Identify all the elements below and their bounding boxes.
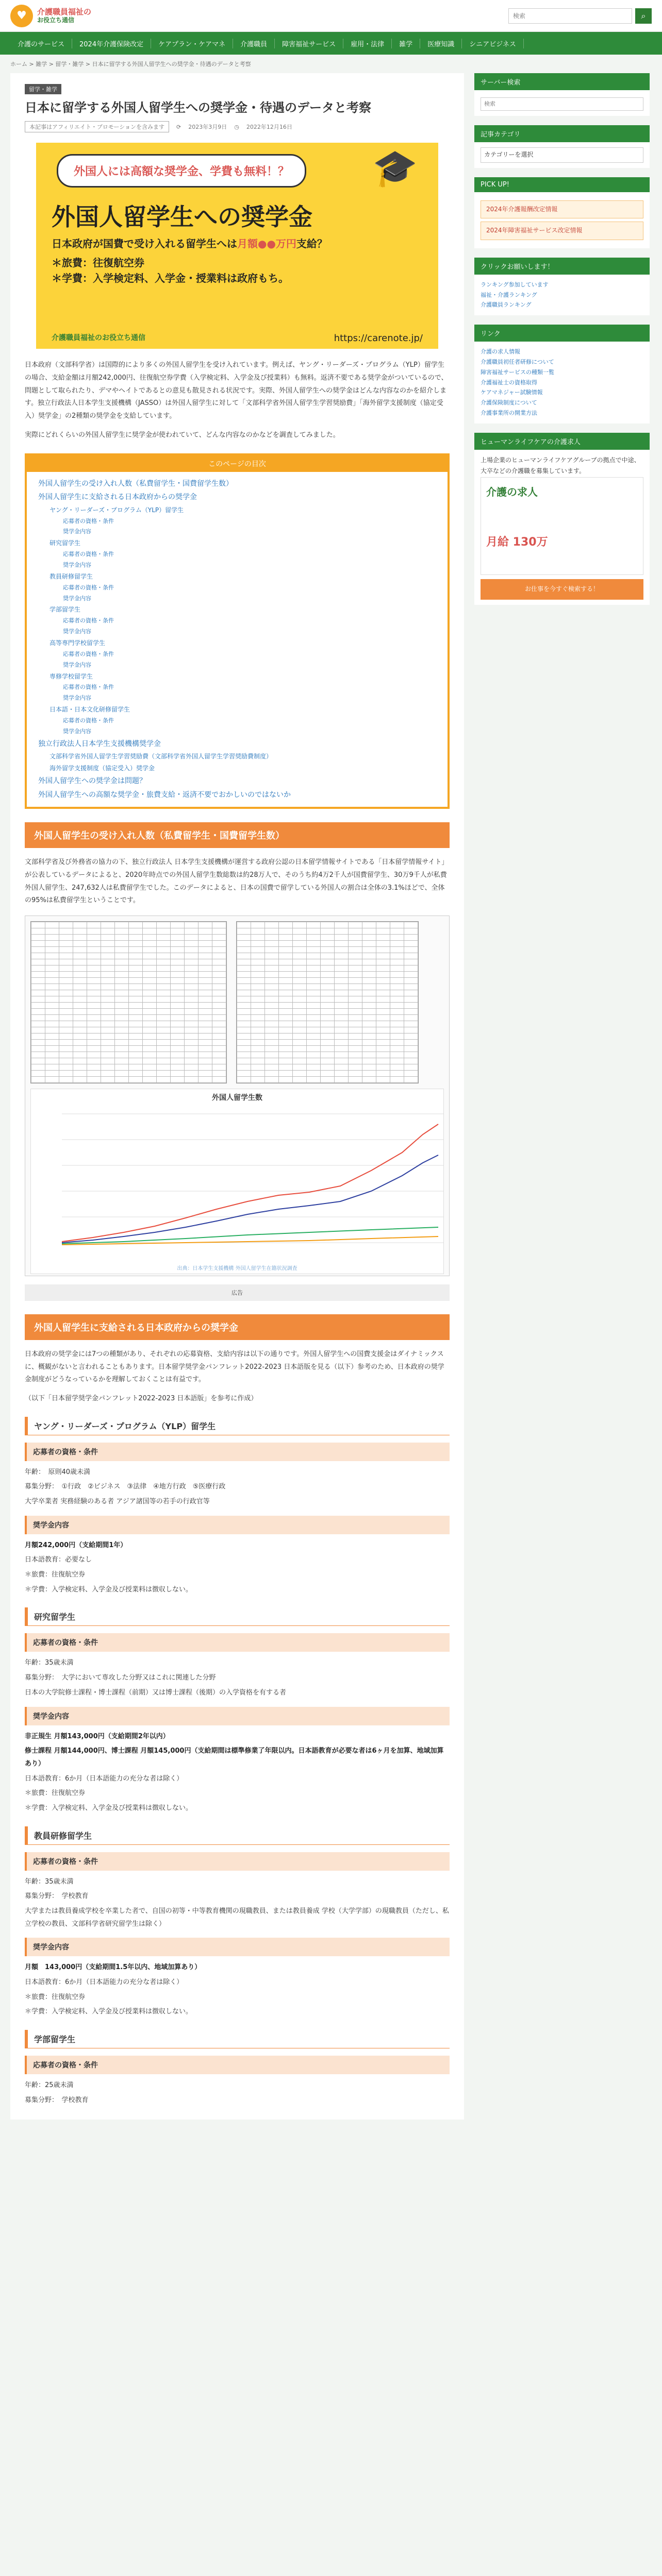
text-line: ＊学費：入学検定料、入学金及び授業料は徴収しない。 xyxy=(25,2008,193,2016)
text-line: 年齢：35歳未満 xyxy=(25,1877,74,1886)
sidebar-link[interactable]: 介護保険制度について xyxy=(481,399,537,406)
logo-line1: 介護職員福祉の xyxy=(37,7,92,17)
sub-subsection-heading: 奨学金内容 xyxy=(25,1938,450,1956)
nav-item[interactable]: 雑学 xyxy=(392,39,420,48)
search-icon[interactable]: ⌕ xyxy=(635,8,652,24)
toc-item[interactable]: 教員研修留学生 xyxy=(49,572,93,580)
page-title: 日本に留学する外国人留学生への奨学金・待遇のデータと考察 xyxy=(25,100,371,115)
job-banner-amount: 月給 130万 xyxy=(486,535,548,549)
clock-icon: ⟳ xyxy=(176,123,181,130)
calendar-icon: ◷ xyxy=(234,123,239,130)
text-line: 年齢： 原則40歳未満 xyxy=(25,1468,91,1476)
main-nav xyxy=(0,32,662,55)
subsection-heading: 学部留学生 xyxy=(25,2030,450,2048)
text-line: 大学または教員養成学校を卒業した者で、自国の初等・中等教育機関の現職教員、または教員養成 学校（大学学部）の現職教員（ただし、私立学校の教員、文部科学省研究留学生は除く） xyxy=(25,1907,449,1928)
article xyxy=(10,73,464,2120)
hero-list: ＊旅費：往復航空券 ＊学費：入学検定料、入学金・授業料は政府もち。 xyxy=(52,257,289,285)
sub-subsection-heading: 応募者の資格・条件 xyxy=(25,1852,450,1871)
category-badge[interactable]: 留学・雑学 xyxy=(25,84,61,94)
sidebar-category xyxy=(474,125,650,168)
text-line: 募集分野： 学校教育 xyxy=(25,2096,89,2104)
ranking-link[interactable]: ランキング参加しています xyxy=(481,281,549,288)
sidebar-search-input[interactable] xyxy=(481,97,643,111)
hero-image xyxy=(36,143,438,349)
published-date: 2022年12月16日 xyxy=(246,124,292,131)
sidebar-ranking xyxy=(474,258,650,315)
logo-icon: ♥ xyxy=(10,5,33,27)
text-line: ＊旅費：往復航空券 xyxy=(25,1789,86,1798)
sub-subsection-heading: 奨学金内容 xyxy=(25,1516,450,1534)
section-heading: 外国人留学生の受け入れ人数（私費留学生・国費留学生数） xyxy=(25,822,450,848)
job-search-button[interactable]: お仕事を今すぐ検索する！ xyxy=(481,579,643,600)
nav-item[interactable]: 介護職員 xyxy=(233,39,275,48)
amount-line: 月額242,000円（支給期間1年） xyxy=(25,1541,127,1549)
section-paragraph: 文部科学省及び外務省の協力の下、独立行政法人 日本学生支援機構が運営する政府公認の日本留学情報サイトである「日本留学情報サイト」が公表しているデータによると、2020年時点での外国人留学生数総数は約28万人で、そのうち約4万2千人が国費留学生、30万9千人が私費外国人留学生、247,632人は私費留学生でした。このデータによると、日本の国費で留学している外国人の割合は全体の3.1%ほどで、全体の95%は私費留学生ということです。 xyxy=(25,858,449,905)
widget-heading: PICK UP! xyxy=(474,177,650,192)
hero-logo: 介護職員福祉のお役立ち通信 xyxy=(52,334,145,343)
text-line: 日本語教育：6か月（日本語能力の充分な者は除く） xyxy=(25,1978,184,1987)
promo-notice: 本記事はアフィリエイト・プロモーションを含みます xyxy=(25,121,169,132)
sidebar-link[interactable]: 介護の求人情報 xyxy=(481,348,520,355)
toc-item[interactable]: 日本語・日本文化研修留学生 xyxy=(49,706,130,714)
logo-text xyxy=(37,7,91,24)
job-banner-title: 介護の求人 xyxy=(486,485,538,498)
toc-item[interactable]: 応募者の資格・条件 xyxy=(63,584,114,591)
site-logo[interactable] xyxy=(10,5,91,27)
toc-item[interactable]: 文部科学省外国人留学生学習奨励費（文部科学省外国人留学生学習奨励費制度） xyxy=(49,753,273,760)
toc-item[interactable]: 外国人留学生への高額な奨学金・旅費支給・返済不要でおかしいのではないか xyxy=(38,790,291,799)
toc-item[interactable]: 奨学金内容 xyxy=(63,727,91,735)
sidebar-search xyxy=(474,73,650,116)
subsection-heading: 研究留学生 xyxy=(25,1607,450,1626)
toc-item[interactable]: 応募者の資格・条件 xyxy=(63,650,114,657)
sidebar-link[interactable]: 障害福祉サービスの種類一覧 xyxy=(481,368,554,376)
toc-item[interactable]: 応募者の資格・条件 xyxy=(63,684,114,691)
nav-item[interactable]: シニアビジネス xyxy=(462,39,524,48)
text-line: ＊学費：入学検定料、入学金及び授業料は徴収しない。 xyxy=(25,1585,193,1594)
text-line: 募集分野： 大学において専攻した分野又はこれに関連した分野 xyxy=(25,1674,216,1682)
updated-date: 2023年3月9日 xyxy=(188,124,227,131)
amount-line: 非正規生 月額143,000円（支給期間2年以内） xyxy=(25,1732,170,1740)
widget-heading: リンク xyxy=(474,325,650,342)
toc-item[interactable]: 学部留学生 xyxy=(49,606,81,614)
sidebar-link[interactable]: ケアマネジャー試験情報 xyxy=(481,389,543,396)
sub-subsection-heading: 奨学金内容 xyxy=(25,1707,450,1725)
toc-item[interactable]: 外国人留学生に支給される日本政府からの奨学金 xyxy=(38,493,197,502)
hero-heading: 外国人留学生への奨学金 xyxy=(52,203,312,231)
text-line: ＊学費：入学検定料、入学金及び授業料は徴収しない。 xyxy=(25,1804,193,1812)
sub-subsection-heading: 応募者の資格・条件 xyxy=(25,1443,450,1461)
sidebar-link[interactable]: 介護職員初任者研修について xyxy=(481,358,554,365)
widget-heading: 記事カテゴリ xyxy=(474,125,650,142)
section-paragraph: 日本政府の奨学金には7つの種類があり、それぞれの応募資格、支給内容は以下の通りです。外国人留学生への国費支援金はダイナミックスに、概観がないと言われることもあります。日本留学奨学金パンフレット2022-2023 日本語版を見る（以下）参考のため、日本政府の奨学金制度がどうなっているかを理解しておくことは有益です。 xyxy=(25,1350,444,1384)
sidebar-jobs xyxy=(474,433,650,605)
toc-item[interactable]: ヤング・リーダーズ・プログラム（YLP）留学生 xyxy=(49,506,184,514)
intro-paragraph: 実際にどれくらいの外国人留学生に奨学金が使われていて、どんな内容なのかなどを調査してみました。 xyxy=(25,431,340,439)
toc-item[interactable]: 応募者の資格・条件 xyxy=(63,617,114,624)
sub-subsection-heading: 応募者の資格・条件 xyxy=(25,1633,450,1652)
stats-table xyxy=(236,921,419,1083)
table-of-contents xyxy=(25,453,450,809)
chart-source: 出典：日本学生支援機構 外国人留学生在籍状況調査 xyxy=(177,1265,297,1272)
toc-item[interactable]: 奨学金内容 xyxy=(63,528,91,535)
intro-paragraph: 日本政府（文部科学省）は国際的により多くの外国人留学生を受け入れています。例えば、ヤング・リーダーズ・プログラム（YLP）留学生の場合、支給金額は月額242,000円、往復航空券学費（入学検定料、入学金及び授業料）も無料。返済不要である奨学金がついているので、問題として取られたり、デマやヘイトであるとの意見も散見される状況です。実際、外国人留学生への奨学金はどんな内容なのかを紹介します。独立行政法人日本学生支援機構（JASSO）は外国人留学生に対して「文部科学省外国人留学生学習奨励費」「海外留学支援制度（協定受入）奨学金」の2種類の奨学金を支給しています。 xyxy=(25,361,448,420)
text-line: 日本の大学院修士課程・博士課程（前期）又は博士課程（後期）の入学資格を有する者 xyxy=(25,1688,287,1697)
sidebar-pickup xyxy=(474,177,650,248)
nav-item[interactable]: 医療知識 xyxy=(420,39,462,48)
nav-item[interactable]: 2024年介護保険改定 xyxy=(72,39,151,48)
toc-item[interactable]: 奨学金内容 xyxy=(63,628,91,635)
text-line: 大学卒業者 実務経験のある者 アジア諸国等の若手の行政官等 xyxy=(25,1498,210,1505)
header-search xyxy=(508,8,652,24)
job-banner[interactable] xyxy=(481,477,643,575)
hero-url: https://carenote.jp/ xyxy=(334,333,423,344)
breadcrumb[interactable]: ホーム > 雑学 > 留学・雑学 > 日本に留学する外国人留学生への奨学金・待遇のデータと考察 xyxy=(10,61,251,67)
hero-speech: 外国人には高額な奨学金、学費も無料！？ xyxy=(57,154,306,188)
article-meta xyxy=(25,121,450,132)
amount-line: 修士課程 月額144,000円、博士課程 月額145,000円（支給期間は標準修業了年限以内。日本語教育が必要な者は6ヶ月を加算、地域加算あり） xyxy=(25,1747,444,1768)
toc-item[interactable]: 奨学金内容 xyxy=(63,694,91,702)
toc-list xyxy=(27,472,448,807)
students-chart xyxy=(30,1089,444,1274)
sidebar-link[interactable]: 介護福祉士の資格取得 xyxy=(481,379,537,386)
subsection-heading: ヤング・リーダーズ・プログラム（YLP）留学生 xyxy=(25,1417,450,1435)
toc-item[interactable]: 応募者の資格・条件 xyxy=(63,717,114,724)
toc-item[interactable]: 高等専門学校留学生 xyxy=(49,639,106,647)
jobs-description: 上場企業のヒューマンライフケアグループの拠点で中途、大卒などの介護職を募集しています。 xyxy=(481,456,640,475)
logo-line2: お役立ち通信 xyxy=(37,16,75,24)
toc-item[interactable]: 応募者の資格・条件 xyxy=(63,551,114,558)
nav-item[interactable]: 介護のサービス xyxy=(10,39,72,48)
sidebar-links xyxy=(474,325,650,423)
toc-item[interactable]: 奨学金内容 xyxy=(63,561,91,568)
toc-item[interactable]: 応募者の資格・条件 xyxy=(63,517,114,524)
chart-plot xyxy=(31,1104,454,1268)
toc-item[interactable]: 奨学金内容 xyxy=(63,595,91,602)
section-note: （以下「日本留学奨学金パンフレット2022-2023 日本語版」を参考に作成） xyxy=(25,1394,258,1402)
text-line: 募集分野： 学校教育 xyxy=(25,1892,89,1901)
graduation-cap-icon: 🎓 xyxy=(372,147,418,190)
section-heading: 外国人留学生に支給される日本政府からの奨学金 xyxy=(25,1314,450,1340)
category-select[interactable]: カテゴリーを選択 xyxy=(481,147,643,163)
toc-item[interactable]: 専修学校留学生 xyxy=(49,672,93,680)
text-line: 日本語教育：6か月（日本語能力の充分な者は除く） xyxy=(25,1774,184,1783)
toc-item[interactable]: 独立行政法人日本学生支援機構奨学金 xyxy=(38,739,161,748)
toc-item[interactable]: 外国人留学生への奨学金は問題？ xyxy=(38,776,146,785)
toc-item[interactable]: 研究留学生 xyxy=(49,539,81,547)
pickup-link[interactable]: 2024年障害福祉サービス改定情報 xyxy=(481,222,643,240)
toc-item[interactable]: 奨学金内容 xyxy=(63,661,91,668)
sidebar xyxy=(474,73,650,2120)
stats-table xyxy=(30,921,227,1083)
sub-subsection-heading: 応募者の資格・条件 xyxy=(25,2056,450,2074)
chart-title: 外国人留学生数 xyxy=(212,1093,262,1102)
widget-heading: クリックお願いします！ xyxy=(474,258,650,275)
nav-item[interactable]: 障害福祉サービス xyxy=(275,39,343,48)
text-line: 年齢：25歳未満 xyxy=(25,2081,74,2090)
nav-item[interactable]: 雇用・法律 xyxy=(343,39,392,48)
subsection-heading: 教員研修留学生 xyxy=(25,1826,450,1845)
pickup-link[interactable]: 2024年介護報酬改定情報 xyxy=(481,200,643,219)
site-header xyxy=(0,0,662,32)
toc-item[interactable]: 外国人留学生の受け入れ人数（私費留学生・国費留学生数） xyxy=(38,479,233,488)
text-line: ＊旅費：往復航空券 xyxy=(25,1571,86,1579)
text-line: 年齢：35歳未満 xyxy=(25,1659,74,1667)
hero-subheading: 日本政府が国費で受け入れる留学生へは月額●●万円支給？ xyxy=(52,238,327,250)
widget-heading: ヒューマンライフケアの介護求人 xyxy=(474,433,650,450)
nav-item[interactable]: ケアプラン・ケアマネ xyxy=(151,39,233,48)
toc-heading: このページの目次 xyxy=(27,455,448,472)
widget-heading: サーバー検索 xyxy=(474,73,650,90)
search-input[interactable] xyxy=(508,8,632,24)
sidebar-link[interactable]: 介護事業所の開業方法 xyxy=(481,409,537,416)
amount-line: 月額 143,000円（支給期間1.5年以内、地域加算あり） xyxy=(25,1963,202,1972)
ad-label: 広告 xyxy=(25,1284,450,1301)
ranking-link[interactable]: 福祉・介護ランキング xyxy=(481,291,537,298)
text-line: 募集分野： ①行政 ②ビジネス ③法律 ④地方行政 ⑤医療行政 xyxy=(25,1483,226,1491)
ranking-link[interactable]: 介護職員ランキング xyxy=(481,301,532,309)
statistics-figure xyxy=(25,916,450,1276)
text-line: 日本語教育：必要なし xyxy=(25,1556,92,1564)
toc-item[interactable]: 海外留学支援制度（協定受入）奨学金 xyxy=(49,765,155,772)
text-line: ＊旅費：往復航空券 xyxy=(25,1993,86,2001)
